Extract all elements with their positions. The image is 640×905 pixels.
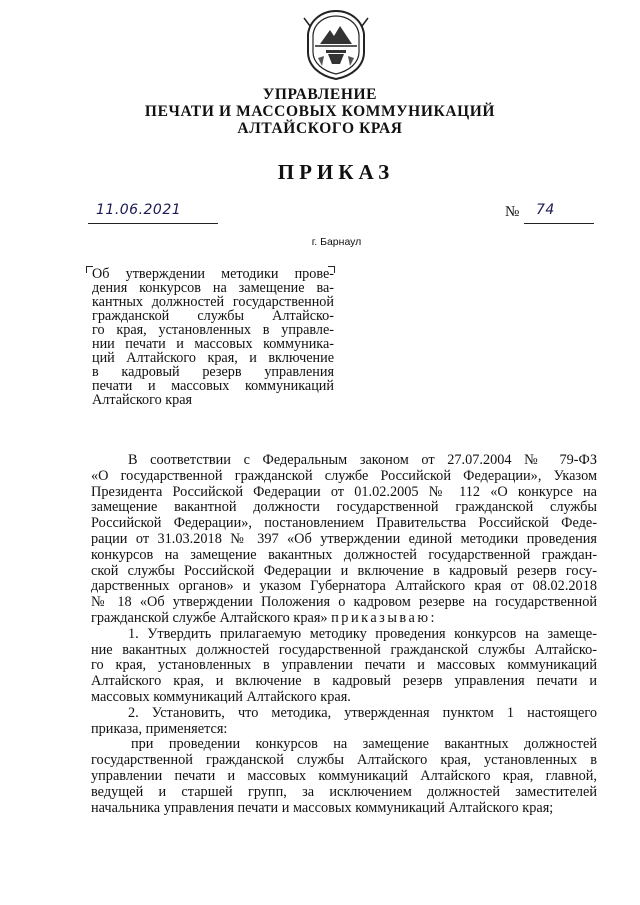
body-line: дарственных органов» и указом Губернатора Алтайского края от 08.02.2018 [91, 578, 597, 595]
subject-line: Алтайского края [92, 392, 193, 408]
body-line [91, 611, 597, 627]
subject-line: в кадровый резерв управления [92, 364, 334, 380]
city-label: г. Барнаул [311, 236, 362, 248]
body-line: массовых коммуникаций Алтайского края. [91, 688, 351, 705]
body-line: Российской Федерации», постановлением Правительства Российской Феде- [91, 515, 597, 532]
issuer-header [0, 86, 640, 137]
subject-line: нии печати и массовых коммуника- [92, 336, 334, 352]
subject-line: го края, установленных в управле- [92, 322, 334, 338]
coat-of-arms-emblem [300, 8, 372, 82]
subject-line: кантных должностей государственной [92, 294, 334, 310]
body-line: В соответствии с Федеральным законом от 27.07.2004 № 79-ФЗ [128, 452, 597, 468]
subject-line: гражданской службы Алтайско- [92, 308, 334, 324]
body-line: Президента Российской Федерации от 01.02.2005 № 112 «О конкурсе на [91, 483, 597, 500]
body-line: государственной гражданской службы Алтайского края, установленных в [91, 752, 597, 769]
document-body [91, 453, 597, 816]
body-line-text: гражданской службе Алтайского края» [91, 609, 328, 626]
body-line: начальника управления печати и массовых коммуникаций Алтайского края; [91, 799, 554, 816]
body-line: при проведении конкурсов на замещение вакантных должностей [131, 736, 597, 753]
subject-line: Об утверждении методики прове- [92, 266, 334, 282]
body-line: ской службы Российской Федерации и включение в кадровый резерв госу- [91, 562, 597, 579]
number-sign: № [505, 204, 520, 220]
header-line-1: УПРАВЛЕНИЕ [262, 86, 378, 103]
document-type-title: ПРИКАЗ [277, 160, 395, 184]
body-line: рации от 31.03.2018 № 397 «Об утверждении единой методики проведения [91, 530, 597, 547]
handwritten-number: 74 [536, 202, 555, 218]
body-line: ведущей и старшей групп, за исключением должностей заместителей [91, 783, 597, 800]
body-line: «О государственной гражданской службе Российской Федерации», Указом [91, 467, 597, 484]
order-word: приказываю: [331, 609, 437, 626]
body-line: го края, установленных в управлении печати и массовых коммуникаций [91, 657, 597, 674]
header-line-2: ПЕЧАТИ И МАССОВЫХ КОММУНИКАЦИЙ [144, 103, 496, 120]
body-line: замещение вакантной должности государственной гражданской службы [91, 499, 597, 516]
number-field [524, 201, 594, 224]
subject-block [92, 267, 334, 407]
subject-line: дения конкурсов на замещение ва- [92, 280, 334, 296]
body-line: приказа, применяется: [91, 720, 228, 737]
subject-line: печати и массовых коммуникаций [92, 378, 334, 394]
body-line: конкурсов на замещение вакантных должностей государственной граждан- [91, 546, 597, 563]
body-line: ние вакантных должностей государственной гражданской службы Алтайско- [91, 641, 597, 658]
body-line: управлении печати и массовых коммуникаций Алтайского края, главной, [91, 767, 597, 784]
handwritten-date: 11.06.2021 [96, 202, 182, 218]
header-line-3: АЛТАЙСКОГО КРАЯ [237, 120, 403, 137]
body-line: 2. Установить, что методика, утвержденная пунктом 1 настоящего [128, 704, 597, 721]
body-line: № 18 «Об утверждении Положения о кадровом резерве на государственной [91, 594, 597, 611]
body-line: Алтайского края, и включение в кадровый резерв управления печати и [91, 673, 597, 690]
subject-line: ций Алтайского края, и включение [92, 350, 334, 366]
date-field [88, 201, 218, 224]
body-line: 1. Утвердить прилагаемую методику проведения конкурсов на замеще- [128, 625, 597, 642]
